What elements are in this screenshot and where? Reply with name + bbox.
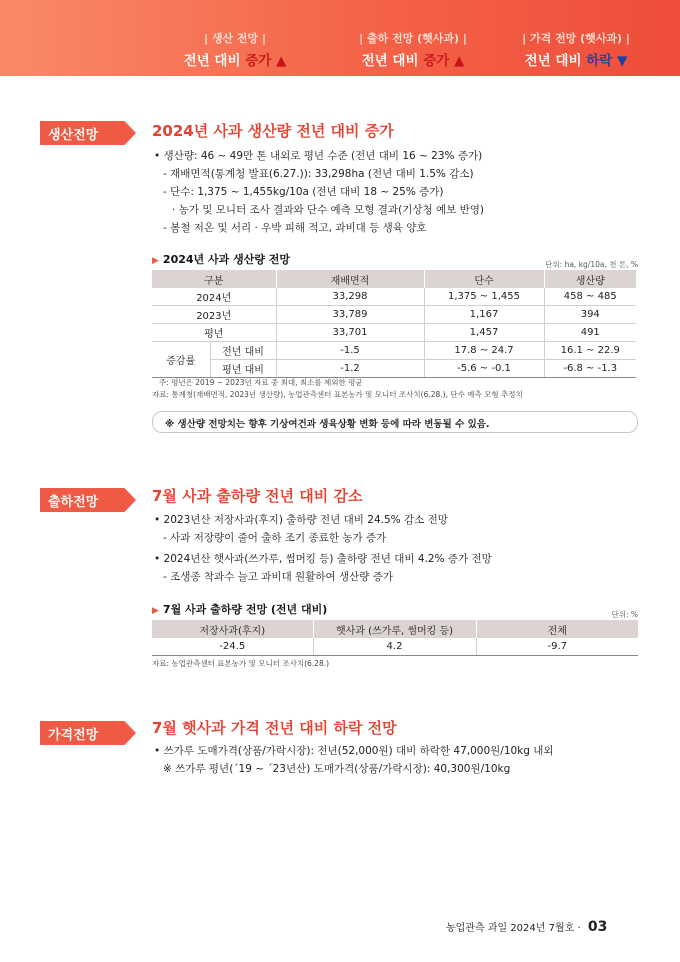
section-tag-price — [40, 721, 136, 745]
section-title-production: 2024년 사과 생산량 전년 대비 증가 — [152, 122, 394, 140]
shipment-table-title-text: 7월 사과 출하량 전망 (전년 대비) — [162, 603, 328, 616]
shipment-table-title — [152, 601, 327, 617]
section-title-shipment: 7월 사과 출하량 전년 대비 감소 — [152, 487, 363, 505]
top-banner — [0, 0, 680, 76]
banner-shipment-trend: 증가 ▲ — [423, 53, 465, 69]
header-production: 생산량 — [544, 270, 636, 288]
production-line-4: · 농가 및 모니터 조사 결과와 단수 예측 모형 결과(기상청 예보 반영) — [172, 204, 484, 216]
production-table-title-text: 2024년 사과 생산량 전망 — [162, 253, 291, 266]
shipment-line-1: • 2023년산 저장사과(후지) 출하량 전년 대비 24.5% 감소 전망 — [154, 514, 448, 526]
production-line-3: - 단수: 1,375 ~ 1,455kg/10a (전년 대비 18 ~ 25% 증가) — [163, 186, 444, 198]
header-total: 전체 — [476, 620, 638, 638]
tag-label: 가격전망 — [48, 728, 99, 743]
production-notice-box — [152, 411, 638, 433]
banner-production-title: | 생산 전망 | — [203, 32, 267, 45]
production-table-unit: 단위: ha, kg/10a, 천 톤, % — [545, 260, 638, 269]
row-sublabel: 평년 대비 — [210, 360, 276, 378]
production-table-title — [152, 251, 290, 267]
header-stored-apple: 저장사과(후지) — [152, 620, 313, 638]
cell-yield: 17.8 ~ 24.7 — [424, 342, 544, 360]
cell-production: 16.1 ~ 22.9 — [544, 342, 636, 360]
cell-area: 33,701 — [276, 324, 424, 342]
row-sublabel: 전년 대비 — [210, 342, 276, 360]
page-number: 03 — [587, 919, 608, 935]
banner-price-prefix: 전년 대비 — [524, 53, 582, 69]
shipment-line-3: • 2024년산 햇사과(쓰가루, 썸머킹 등) 출하량 전년 대비 4.2% 증가 전망 — [154, 553, 492, 565]
table-row — [152, 306, 636, 324]
section-tag-shipment — [40, 488, 136, 512]
cell-area: -1.5 — [276, 342, 424, 360]
header-new-apple: 햇사과 (쓰가루, 썸머킹 등) — [313, 620, 476, 638]
price-line-1: • 쓰가루 도매가격(상품/가락시장): 전년(52,000원) 대비 하락한 47,000원/10kg 내외 — [154, 745, 554, 757]
row-label: 2024년 — [152, 288, 276, 306]
banner-shipment-summary — [333, 49, 493, 69]
banner-production-summary — [155, 49, 315, 69]
production-note: 주: 평년은 2019 ~ 2023년 자료 중 최대, 최소를 제외한 평균 — [159, 378, 363, 387]
row-label: 2023년 — [152, 306, 276, 324]
banner-shipment — [333, 30, 493, 69]
cell-area: -1.2 — [276, 360, 424, 378]
header-yield: 단수 — [424, 270, 544, 288]
banner-shipment-title: | 출하 전망 (햇사과) | — [359, 32, 467, 45]
table-row — [152, 288, 636, 306]
cell-production: 491 — [544, 324, 636, 342]
header-area: 재배면적 — [276, 270, 424, 288]
banner-production-prefix: 전년 대비 — [183, 53, 241, 69]
shipment-source: 자료: 농업관측센터 표본농가 및 모니터 조사치(6.28.) — [152, 659, 330, 668]
shipment-table-unit: 단위: % — [611, 610, 638, 619]
banner-price-trend: 하락 ▼ — [586, 53, 628, 69]
cell-yield: 1,375 ~ 1,455 — [424, 288, 544, 306]
footer-dot: · — [577, 923, 581, 934]
table-row — [152, 360, 636, 378]
triangle-icon: ▶ — [152, 256, 159, 266]
banner-price — [496, 30, 656, 69]
tag-label: 생산전망 — [48, 128, 99, 143]
shipment-line-2: - 사과 저장량이 줄어 출하 조기 종료한 농가 증가 — [163, 532, 387, 544]
production-source: 자료: 통계청(재배면적, 2023년 생산량), 농업관측센터 표본농가 및 모니터 조사치(6.28.), 단수 예측 모형 추정치 — [152, 390, 523, 399]
cell-production: 458 ~ 485 — [544, 288, 636, 306]
production-line-1: • 생산량: 46 ~ 49만 톤 내외로 평년 수준 (전년 대비 16 ~ 23% 증가) — [154, 150, 483, 162]
section-title-price: 7월 햇사과 가격 전년 대비 하락 전망 — [152, 719, 397, 737]
change-rate-label: 증감률 — [152, 342, 210, 378]
table-row — [152, 342, 636, 360]
cell-area: 33,789 — [276, 306, 424, 324]
production-line-5: - 봄철 저온 및 서리 · 우박 피해 적고, 과비대 등 생육 양호 — [163, 222, 427, 234]
banner-price-title: | 가격 전망 (햇사과) | — [522, 32, 630, 45]
cell-yield: 1,167 — [424, 306, 544, 324]
page-footer — [446, 919, 607, 935]
table-row — [152, 324, 636, 342]
price-line-2: ※ 쓰가루 평년(´19 ~ ´23년산) 도매가격(상품/가락시장): 40,300원/10kg — [163, 763, 511, 775]
production-table — [152, 270, 636, 378]
production-notice-text: ※ 생산량 전망치는 향후 기상여건과 생육상황 변화 등에 따라 변동될 수 있음. — [165, 419, 490, 430]
production-line-2: - 재배면적(통계청 발표(6.27.)): 33,298ha (전년 대비 1.5% 감소) — [163, 168, 474, 180]
cell-area: 33,298 — [276, 288, 424, 306]
table-header-row — [152, 270, 636, 288]
footer-publication: 농업관측 과일 2024년 7월호 — [446, 923, 575, 934]
cell-total: -9.7 — [476, 638, 638, 656]
banner-shipment-prefix: 전년 대비 — [361, 53, 419, 69]
header-category: 구분 — [152, 270, 276, 288]
banner-production-trend: 증가 ▲ — [245, 53, 287, 69]
shipment-line-4: - 조생종 착과수 늘고 과비대 원활하여 생산량 증가 — [163, 571, 394, 583]
cell-production: 394 — [544, 306, 636, 324]
cell-yield: 1,457 — [424, 324, 544, 342]
triangle-icon: ▶ — [152, 606, 159, 616]
shipment-table — [152, 620, 638, 656]
cell-stored-apple: -24.5 — [152, 638, 313, 656]
section-tag-production — [40, 121, 136, 145]
cell-production: -6.8 ~ -1.3 — [544, 360, 636, 378]
table-header-row — [152, 620, 638, 638]
banner-production — [155, 30, 315, 69]
cell-yield: -5.6 ~ -0.1 — [424, 360, 544, 378]
cell-new-apple: 4.2 — [313, 638, 476, 656]
row-label: 평년 — [152, 324, 276, 342]
table-row — [152, 638, 638, 656]
tag-label: 출하전망 — [48, 495, 99, 510]
banner-price-summary — [496, 49, 656, 69]
